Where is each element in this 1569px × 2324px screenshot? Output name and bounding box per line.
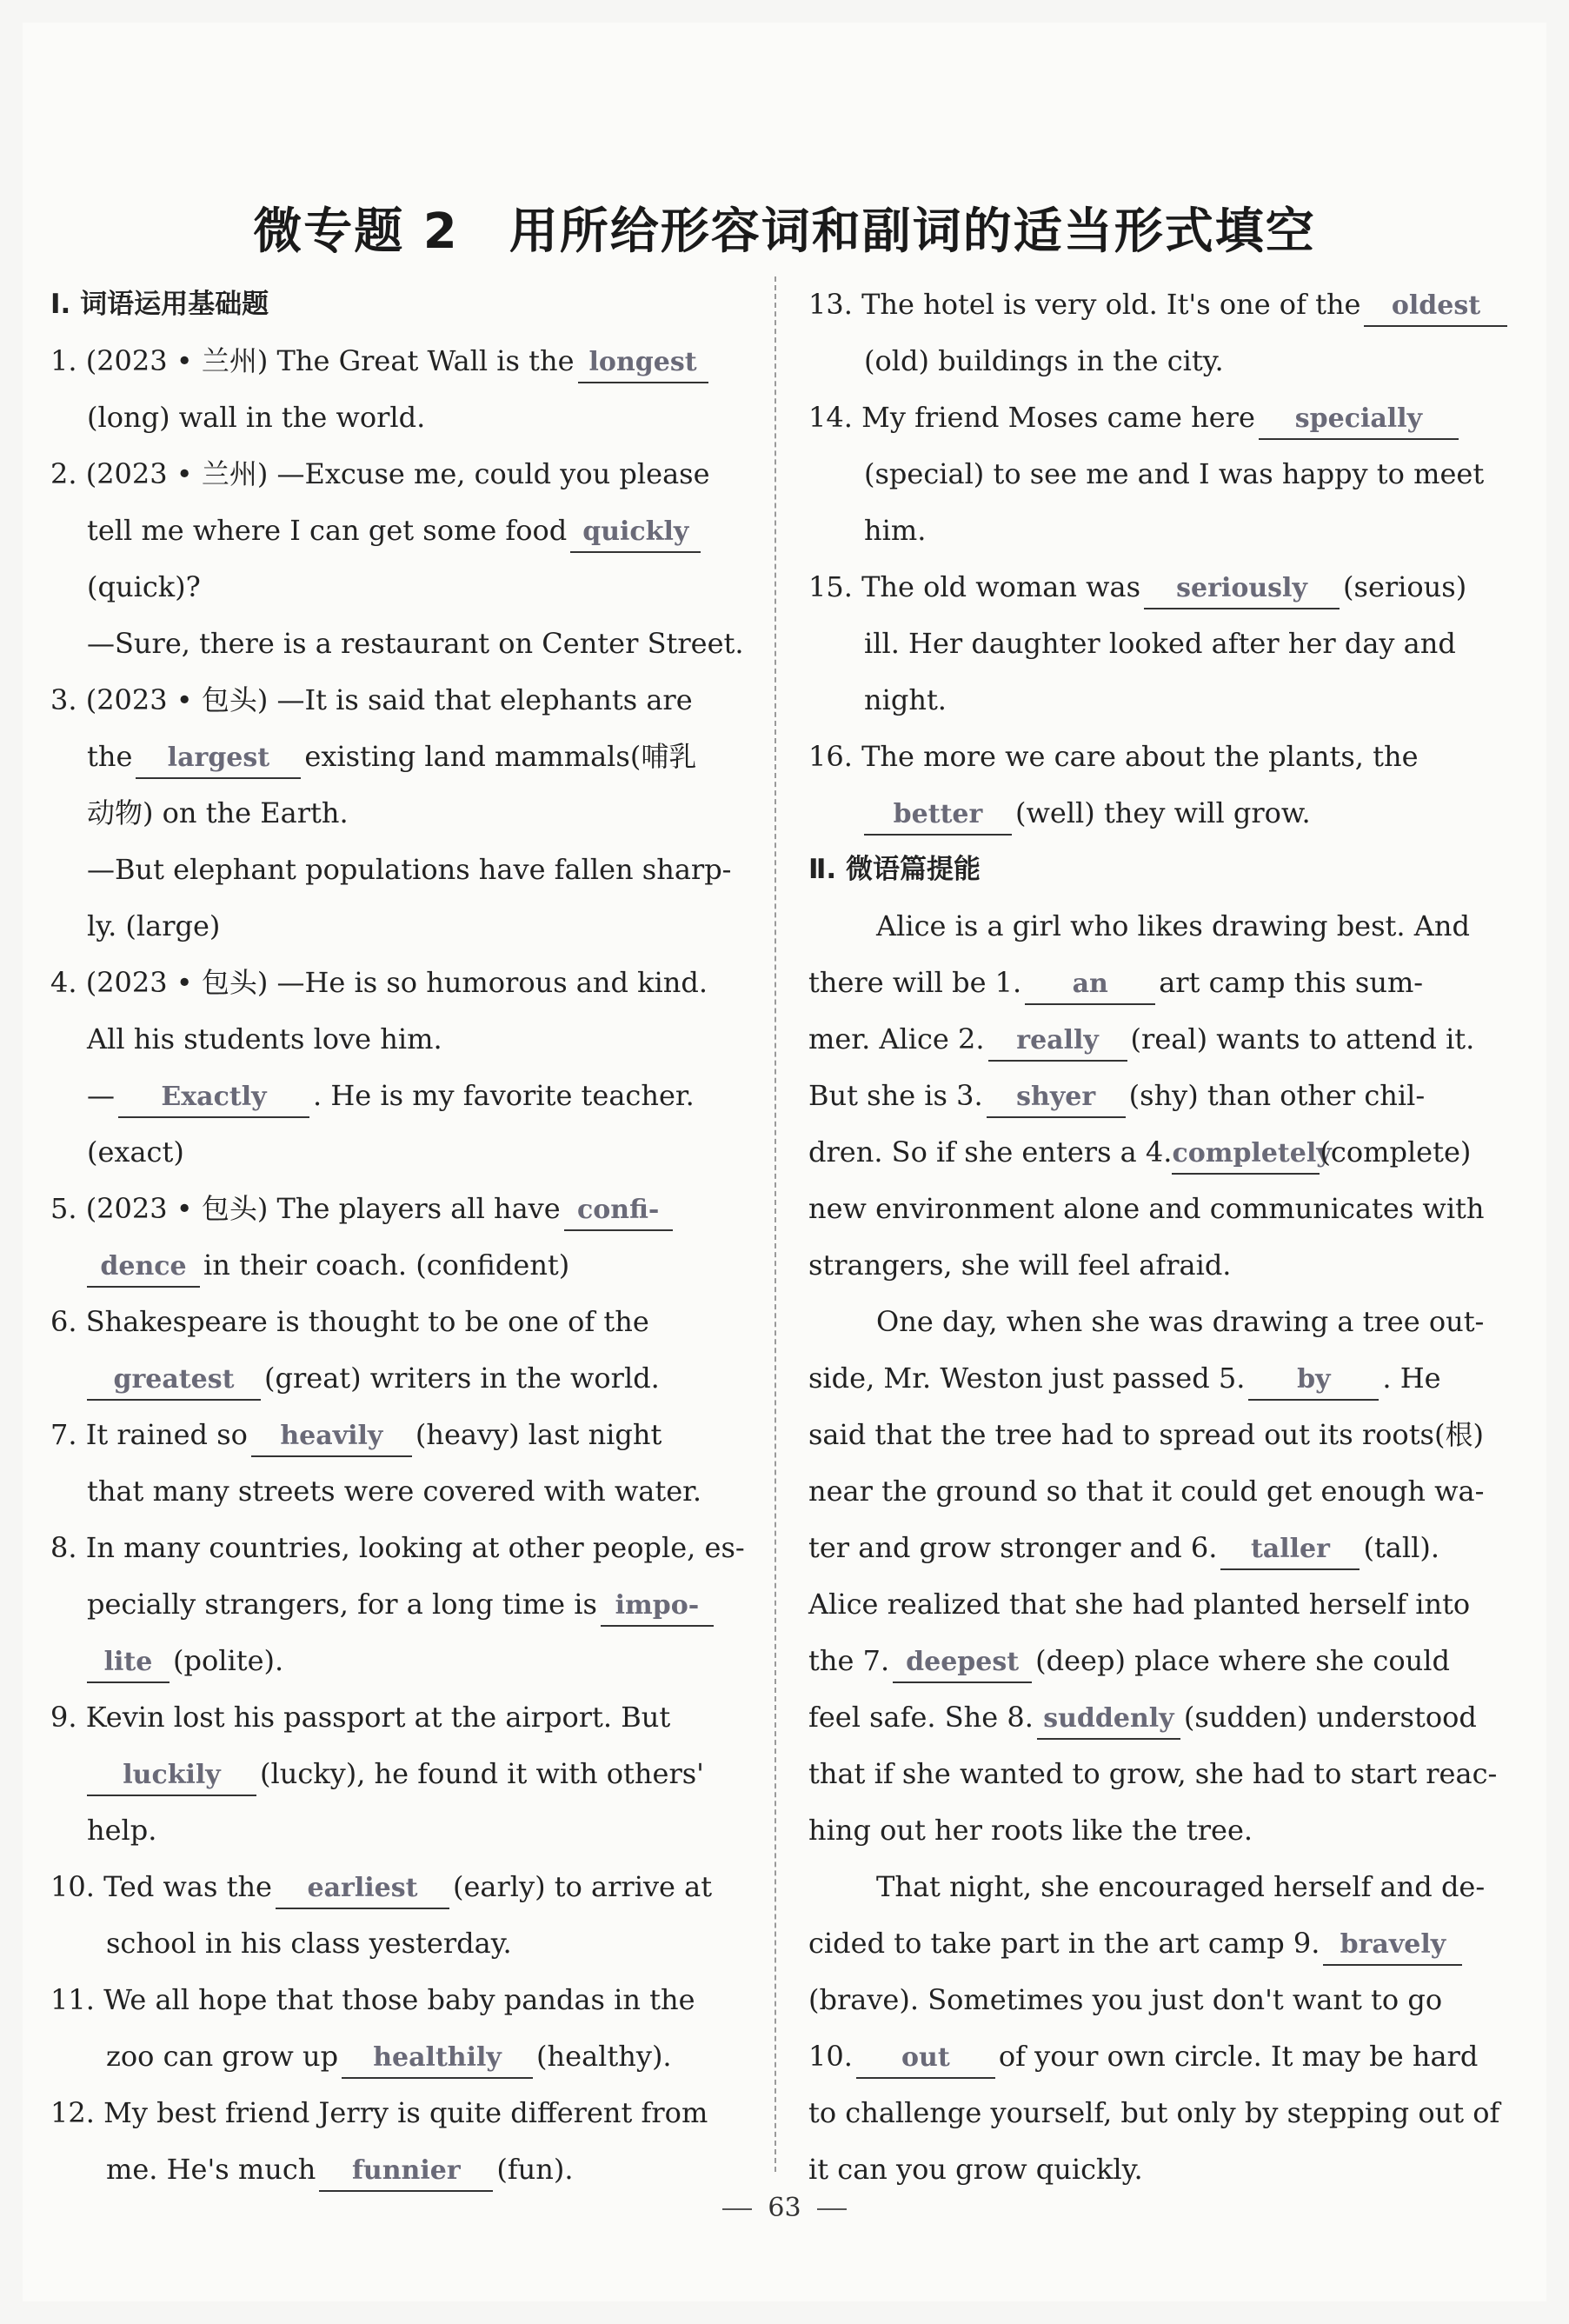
passage-blank-3[interactable] — [987, 1076, 1126, 1118]
q5-text: 5. (2023 • 包头) The players all have — [50, 1192, 561, 1225]
question-14-cont: (special) to see me and I was happy to meet — [864, 457, 1485, 490]
q11-answer-blank[interactable] — [342, 2037, 533, 2079]
passage-text: (tall). — [1363, 1531, 1439, 1564]
question-12-cont — [50, 2141, 746, 2198]
passage-line — [808, 1350, 1508, 1407]
passage-text: . He — [1382, 1362, 1441, 1395]
passage-line — [808, 2028, 1508, 2085]
q16-text-b: (well) they will grow. — [1015, 796, 1311, 829]
question-16: 16. The more we care about the plants, the — [808, 740, 1419, 773]
q10-text-b: (early) to arrive at — [452, 1870, 713, 1903]
question-15-cont: ill. Her daughter looked after her day and — [864, 627, 1456, 660]
passage-line: hing out her roots like the tree. — [808, 1814, 1253, 1847]
passage-line — [808, 1689, 1508, 1746]
passage-line — [808, 1520, 1508, 1576]
q9-text-b: (lucky), he found it with others' — [260, 1757, 704, 1790]
question-10-cont: school in his class yesterday. — [106, 1927, 512, 1960]
question-8-cont2 — [50, 1633, 746, 1689]
passage-text: the 7. — [808, 1644, 890, 1677]
question-12: 12. My best friend Jerry is quite different from — [50, 2096, 708, 2129]
passage-line: it can you grow quickly. — [808, 2153, 1143, 2186]
q8-answer-part2: lite — [103, 1647, 153, 1677]
passage-line: That night, she encouraged herself and de- — [876, 1870, 1486, 1903]
column-divider — [775, 276, 776, 2172]
q1-answer: longest — [588, 347, 697, 377]
q8-answer-blank-2[interactable] — [87, 1641, 170, 1683]
q12-text-b: (fun). — [496, 2153, 574, 2186]
passage-line — [808, 1633, 1508, 1689]
question-8: 8. In many countries, looking at other people, es- — [50, 1531, 745, 1564]
question-2-cont — [50, 503, 746, 559]
q5-answer-blank-1[interactable] — [564, 1189, 673, 1231]
passage-line: One day, when she was drawing a tree out- — [876, 1305, 1485, 1338]
q4-answer: Exactly — [161, 1082, 267, 1112]
question-3-cont — [50, 729, 746, 785]
question-10 — [50, 1859, 746, 1915]
passage-text: (sudden) understood — [1183, 1701, 1477, 1734]
q2-answer: quickly — [582, 516, 689, 547]
q14-text: 14. My friend Moses came here — [808, 401, 1255, 434]
question-16-cont — [808, 785, 1508, 842]
passage-blank-1[interactable] — [1025, 963, 1155, 1005]
q5-text-b: in their coach. (confident) — [203, 1249, 570, 1282]
passage-text: art camp this sum- — [1159, 966, 1424, 999]
q10-answer-blank[interactable] — [276, 1868, 449, 1909]
passage-text: mer. Alice 2. — [808, 1022, 985, 1055]
question-3-cont3: ly. (large) — [87, 909, 221, 942]
question-2-reply: —Sure, there is a restaurant on Center Street. — [87, 627, 744, 660]
question-1 — [50, 333, 746, 390]
passage-answer-8: suddenly — [1043, 1703, 1174, 1734]
q13-text: 13. The hotel is very old. It's one of the — [808, 288, 1361, 321]
question-4: 4. (2023 • 包头) —He is so humorous and kind. — [50, 966, 708, 999]
passage-line: Alice realized that she had planted herself into — [808, 1588, 1471, 1621]
passage-blank-2[interactable] — [988, 1020, 1127, 1062]
q15-answer: seriously — [1176, 573, 1307, 603]
q15-answer-blank[interactable] — [1144, 568, 1340, 609]
passage-blank-8[interactable] — [1037, 1698, 1180, 1740]
page-number — [0, 2193, 1569, 2223]
q5-answer-blank-2[interactable] — [87, 1246, 200, 1288]
page-title: 微专题 2 用所给形容词和副词的适当形式填空 — [253, 203, 1316, 260]
passage-line — [808, 955, 1508, 1011]
passage-line — [808, 1068, 1508, 1124]
passage-text: there will be 1. — [808, 966, 1022, 999]
q8-answer-part1: impo- — [615, 1590, 700, 1621]
q15-text-b: (serious) — [1343, 570, 1467, 603]
question-3-cont2: 动物) on the Earth. — [87, 796, 349, 829]
passage-text: cided to take part in the art camp 9. — [808, 1927, 1320, 1960]
q3-answer-blank[interactable] — [136, 737, 301, 779]
q3-text-b: existing land mammals(哺乳 — [304, 740, 697, 773]
q6-text-b: (great) writers in the world. — [264, 1362, 660, 1395]
passage-line: (brave). Sometimes you just don't want to go — [808, 1983, 1443, 2016]
q1-answer-blank[interactable] — [578, 342, 708, 383]
question-8-cont — [50, 1576, 746, 1633]
question-15-cont2: night. — [864, 683, 947, 716]
question-5 — [50, 1181, 746, 1237]
question-9-cont — [50, 1746, 746, 1802]
q3-answer: largest — [167, 742, 270, 773]
passage-answer-6: taller — [1250, 1534, 1330, 1564]
passage-line: new environment alone and communicates with — [808, 1192, 1485, 1225]
passage-blank-10[interactable] — [856, 2037, 995, 2079]
q4-dash: — — [87, 1079, 115, 1112]
q10-text: 10. Ted was the — [50, 1870, 272, 1903]
passage-text: of your own circle. It may be hard — [998, 2040, 1479, 2073]
passage-blank-9[interactable] — [1323, 1924, 1462, 1966]
question-3: 3. (2023 • 包头) —It is said that elephants are — [50, 683, 693, 716]
q12-answer: funnier — [352, 2155, 461, 2186]
question-1-cont: (long) wall in the world. — [87, 401, 426, 434]
q6-answer: greatest — [113, 1364, 235, 1395]
question-5-cont — [50, 1237, 746, 1294]
passage-text: (complete) — [1320, 1135, 1472, 1169]
passage-text: ter and grow stronger and 6. — [808, 1531, 1218, 1564]
passage-answer-5: by — [1297, 1364, 1331, 1395]
q2-answer-blank[interactable] — [570, 511, 701, 553]
passage-line — [808, 1915, 1508, 1972]
q12-answer-blank[interactable] — [319, 2150, 493, 2192]
q10-answer: earliest — [307, 1873, 418, 1903]
section-heading-2: Ⅱ. 微语篇提能 — [808, 854, 981, 885]
question-4-reply — [50, 1068, 746, 1124]
passage-text: (deep) place where she could — [1035, 1644, 1450, 1677]
q8-text: pecially strangers, for a long time is — [87, 1588, 597, 1621]
passage-text: feel safe. She 8. — [808, 1701, 1034, 1734]
question-2: 2. (2023 • 兰州) —Excuse me, could you please — [50, 457, 710, 490]
question-11-cont — [50, 2028, 746, 2085]
q5-answer-part2: dence — [100, 1251, 187, 1282]
q13-answer-blank[interactable] — [1364, 285, 1507, 327]
passage-line: near the ground so that it could get enough wa- — [808, 1475, 1485, 1508]
page-number-dash — [817, 2208, 847, 2210]
question-13-cont: (old) buildings in the city. — [864, 344, 1224, 377]
q7-answer-blank[interactable] — [251, 1415, 412, 1457]
question-9: 9. Kevin lost his passport at the airport. But — [50, 1701, 671, 1734]
question-14 — [808, 390, 1508, 446]
right-column — [808, 276, 1508, 2198]
passage-blank-7[interactable] — [893, 1641, 1032, 1683]
question-9-cont2: help. — [87, 1814, 157, 1847]
passage-text: (real) wants to attend it. — [1130, 1022, 1475, 1055]
passage-line: that if she wanted to grow, she had to start reac- — [808, 1757, 1498, 1790]
question-4-cont2: (exact) — [87, 1135, 184, 1169]
passage-text: dren. So if she enters a 4. — [808, 1135, 1173, 1169]
page-number-dash — [722, 2208, 752, 2210]
q4-answer-blank[interactable] — [118, 1076, 309, 1118]
question-15 — [808, 559, 1508, 616]
q5-answer-part1: confi- — [577, 1195, 660, 1225]
passage-blank-5[interactable] — [1248, 1359, 1379, 1401]
passage-line: strangers, she will feel afraid. — [808, 1249, 1232, 1282]
passage-answer-10: out — [901, 2042, 950, 2073]
q6-answer-blank[interactable] — [87, 1359, 261, 1401]
left-column — [50, 276, 746, 2198]
q2-text: tell me where I can get some food — [87, 514, 568, 547]
passage-text: side, Mr. Weston just passed 5. — [808, 1362, 1246, 1395]
passage-answer-9: bravely — [1340, 1929, 1446, 1960]
q14-answer: specially — [1294, 403, 1423, 434]
passage-answer-2: really — [1016, 1025, 1099, 1055]
q15-text: 15. The old woman was — [808, 570, 1141, 603]
passage-line: Alice is a girl who likes drawing best. And — [876, 909, 1470, 942]
question-14-cont2: him. — [864, 514, 927, 547]
question-2-cont2: (quick)? — [87, 570, 201, 603]
passage-line: said that the tree had to spread out its roots(根) — [808, 1418, 1484, 1451]
q13-answer: oldest — [1391, 290, 1481, 321]
q7-text-b: (heavy) last night — [415, 1418, 662, 1451]
section-heading-1: Ⅰ. 词语运用基础题 — [50, 289, 269, 320]
q9-answer-blank[interactable] — [87, 1755, 256, 1796]
passage-answer-4: completely — [1172, 1138, 1332, 1169]
question-11: 11. We all hope that those baby pandas in the — [50, 1983, 695, 2016]
passage-text: But she is 3. — [808, 1079, 983, 1112]
passage-text: (shy) than other chil- — [1128, 1079, 1426, 1112]
question-13 — [808, 276, 1508, 333]
q12-text: me. He's much — [106, 2153, 316, 2186]
q7-text: 7. It rained so — [50, 1418, 248, 1451]
passage-line: to challenge yourself, but only by stepping out of — [808, 2096, 1500, 2129]
q3-text: the — [87, 740, 133, 773]
question-4-cont: All his students love him. — [87, 1022, 442, 1055]
q8-text-b: (polite). — [173, 1644, 284, 1677]
question-6-cont — [50, 1350, 746, 1407]
q8-answer-blank-1[interactable] — [601, 1585, 714, 1627]
q16-answer: better — [893, 799, 983, 829]
q16-answer-blank[interactable] — [864, 794, 1012, 836]
question-3-reply: —But elephant populations have fallen sharp- — [87, 853, 732, 886]
q9-answer: luckily — [123, 1760, 221, 1790]
passage-text: 10. — [808, 2040, 853, 2073]
q11-text-b: (healthy). — [536, 2040, 672, 2073]
q1-text: 1. (2023 • 兰州) The Great Wall is the — [50, 344, 575, 377]
passage-answer-1: an — [1072, 969, 1108, 999]
passage-blank-4[interactable] — [1172, 1133, 1332, 1175]
question-7 — [50, 1407, 746, 1463]
q7-answer: heavily — [280, 1421, 383, 1451]
q4-text-b: . He is my favorite teacher. — [313, 1079, 695, 1112]
q11-text: zoo can grow up — [106, 2040, 339, 2073]
passage-answer-3: shyer — [1016, 1082, 1096, 1112]
page-number-text: 63 — [768, 2193, 801, 2223]
q11-answer: healthily — [373, 2042, 502, 2073]
passage-line — [808, 1011, 1508, 1068]
question-7-cont: that many streets were covered with water. — [87, 1475, 702, 1508]
question-6: 6. Shakespeare is thought to be one of the — [50, 1305, 649, 1338]
passage-line — [808, 1124, 1508, 1181]
passage-answer-7: deepest — [906, 1647, 1020, 1677]
q14-answer-blank[interactable] — [1259, 398, 1459, 440]
passage-blank-6[interactable] — [1220, 1528, 1360, 1570]
